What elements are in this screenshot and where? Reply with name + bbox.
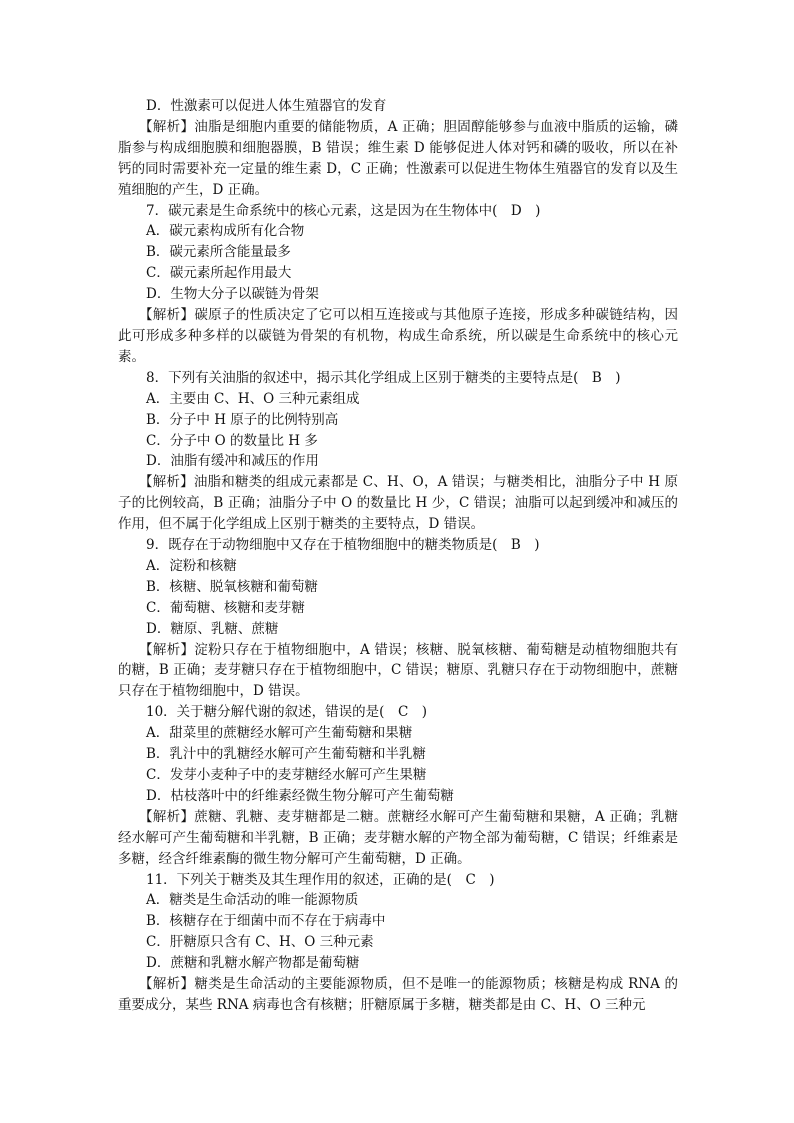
analysis-text: 蔗糖、乳糖、麦芽糖都是二糖。蔗糖经水解可产生葡萄糖和果糖，A 正确；乳糖经水解可产生葡萄糖和半乳糖，B 正确；麦芽糖水解的产物全部为葡萄糖，C 错误；纤维素是多糖，经含纤维素酶的微生物分解可产生葡萄糖，D 正确。	[118, 808, 679, 867]
option-11c: C．肝糖原只含有 C、H、O 三种元素	[146, 934, 374, 951]
analysis-text: 淀粉只存在于植物细胞中，A 错误；核糖、脱氧核糖、葡萄糖是动植物细胞共有的糖，B 正确；麦芽糖只存在于植物细胞中，C 错误；糖原、乳糖只存在于动物细胞中，蔗糖只存在于植物细胞中，D 错误。	[118, 641, 679, 700]
question-9: 9．既存在于动物细胞中又存在于植物细胞中的糖类物质是( B )	[146, 537, 540, 554]
option-10c: C．发芽小麦种子中的麦芽糖经水解可产生果糖	[146, 767, 427, 783]
option-8d: D．油脂有缓冲和减压的作用	[146, 453, 319, 470]
option-11d: D．蔗糖和乳糖水解产物都是葡萄糖	[146, 955, 360, 972]
analysis-text: 碳原子的性质决定了它可以相互连接或与其他原子连接，形成多种碳链结构，因此可形成多种多样的以碳链为骨架的有机物，构成生命系统，所以碳是生命系统中的核心元素。	[118, 307, 679, 365]
option-7d: D．生物大分子以碳链为骨架	[146, 286, 319, 303]
analysis-tag: 【解析】	[139, 118, 195, 135]
analysis-8	[118, 472, 678, 535]
analysis-11	[118, 974, 678, 1016]
analysis-9	[118, 640, 678, 703]
option-9b: B．核糖、脱氧核糖和葡萄糖	[146, 578, 318, 595]
analysis-text: 糖类是生命活动的主要能源物质，但不是唯一的能源物质；核糖是构成 RNA 的重要成分，某些 RNA 病毒也含有核糖；肝糖原属于多糖，糖类都是由 C、H、O 三种元	[118, 976, 678, 1013]
option-11a: A．糖类是生命活动的唯一能源物质	[146, 892, 359, 909]
analysis-tag: 【解析】	[139, 808, 195, 825]
option-10b: B．乳汁中的乳糖经水解可产生葡萄糖和半乳糖	[146, 746, 426, 763]
option-9c: C．葡萄糖、核糖和麦芽糖	[146, 599, 305, 616]
question-7: 7．碳元素是生命系统中的核心元素，这是因为在生物体中( D )	[146, 202, 541, 219]
option-9a: A．淀粉和核糖	[146, 557, 237, 574]
analysis-tag: 【解析】	[139, 474, 194, 491]
analysis-text: 油脂是细胞内重要的储能物质，A 正确；胆固醇能够参与血液中脂质的运输，磷脂参与构成细胞膜和细胞器膜，B 错误；维生素 D 能够促进人体对钙和磷的吸收，所以在补钙的同时需要补充一定量的维生素 D，C 正确；性激素可以促进生物体生殖器官的发育以及生殖细胞的产生，D 正确。	[118, 118, 679, 198]
question-8: 8．下列有关油脂的叙述中，揭示其化学组成上区别于糖类的主要特点是( B )	[146, 369, 621, 386]
option-7a: A．碳元素构成所有化合物	[146, 223, 305, 240]
option-7c: C．碳元素所起作用最大	[146, 265, 292, 282]
analysis-7	[118, 305, 678, 368]
option-7b: B．碳元素所含能量最多	[146, 244, 291, 261]
option-10a: A．甜菜里的蔗糖经水解可产生葡萄糖和果糖	[146, 725, 413, 742]
analysis-tag: 【解析】	[139, 641, 195, 658]
question-10: 10．关于糖分解代谢的叙述，错误的是( C )	[146, 704, 428, 721]
question-11: 11．下列关于糖类及其生理作用的叙述，正确的是( C )	[146, 871, 495, 888]
option-10d: D．枯枝落叶中的纤维素经微生物分解可产生葡萄糖	[146, 787, 454, 804]
option-8c: C．分子中 O 的数量比 H 多	[146, 432, 318, 449]
analysis-tag: 【解析】	[139, 307, 195, 324]
analysis-tag: 【解析】	[139, 976, 195, 993]
analysis-text: 油脂和糖类的组成元素都是 C、H、O，A 错误；与糖类相比，油脂分子中 H 原子的比例较高，B 正确；油脂分子中 O 的数量比 H 少，C 错误；油脂可以起到缓冲和减压的作用，但不属于化学组成上区别于糖类的主要特点，D 错误。	[118, 474, 679, 533]
option-6d: D．性激素可以促进人体生殖器官的发育	[146, 98, 387, 114]
option-9d: D．糖原、乳糖、蔗糖	[146, 620, 279, 637]
analysis-6	[118, 117, 678, 201]
option-11b: B．核糖存在于细菌中而不存在于病毒中	[146, 913, 386, 930]
option-8b: B．分子中 H 原子的比例特别高	[146, 411, 339, 428]
document-page	[118, 96, 678, 1016]
analysis-10	[118, 807, 678, 870]
option-8a: A．主要由 C、H、O 三种元素组成	[146, 390, 360, 407]
